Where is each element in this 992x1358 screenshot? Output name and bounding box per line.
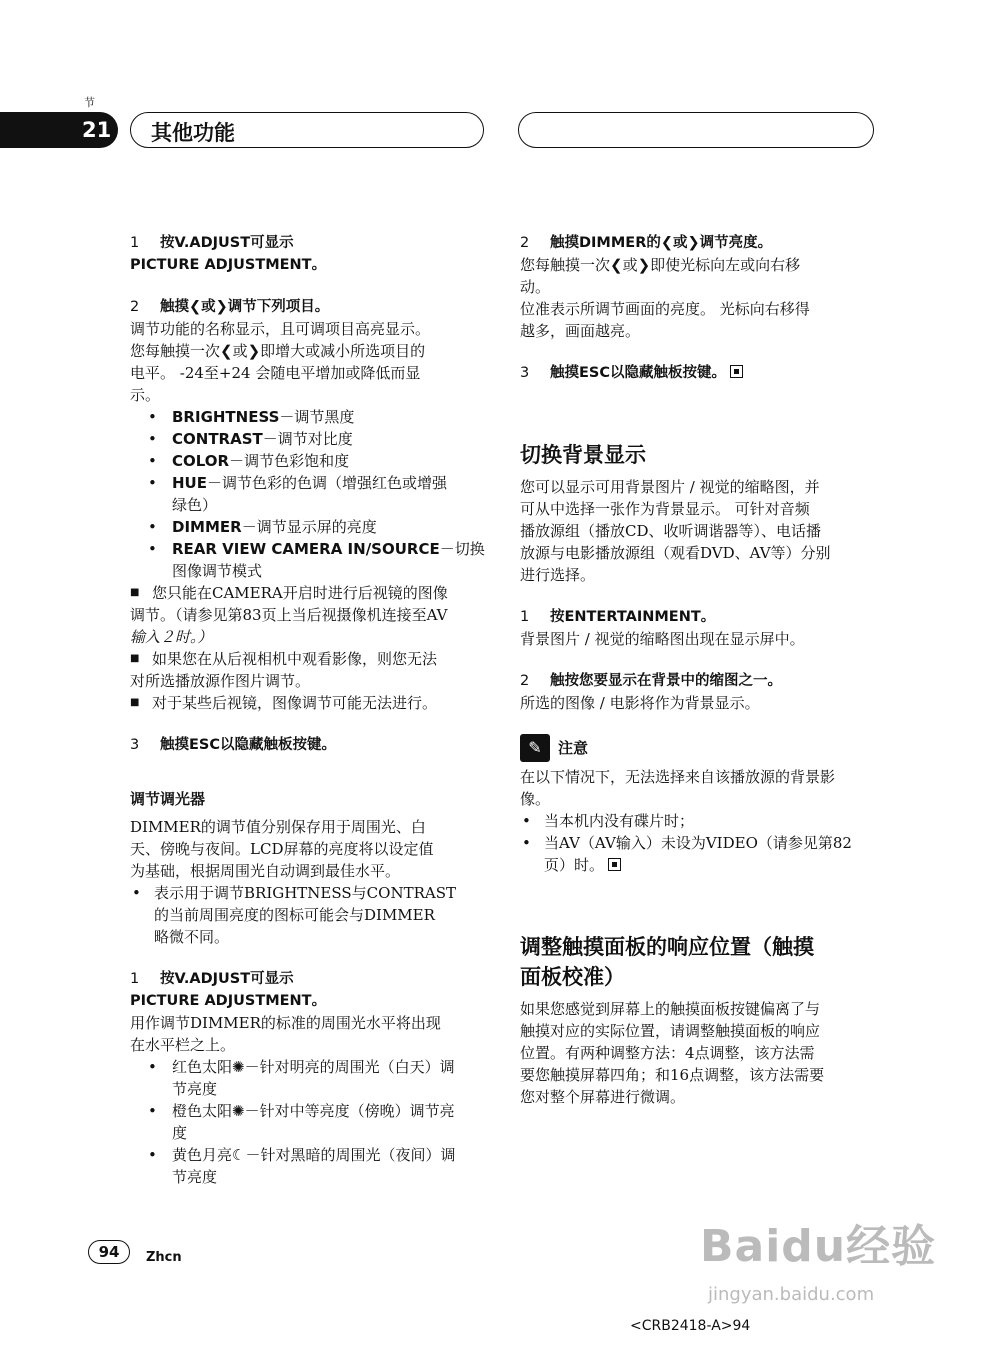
note-line: 输入２时。）: [130, 628, 213, 646]
step-heading: 2 触摸DIMMER的❮或❯调节亮度。: [520, 235, 773, 251]
step-heading: 3 触摸ESC以隐藏触板按键。: [520, 362, 880, 384]
adjust-items-list: [130, 406, 488, 582]
body-line: 位准表示所调节画面的亮度。 光标向右移得: [520, 300, 810, 318]
body-line: 播放源组（播放CD、收听调谐器等）、电话播: [520, 522, 822, 540]
body-line: 放源与电影播放源组（观看DVD、AV等）分别: [520, 544, 831, 562]
list-item: • 当本机内没有碟片时；: [520, 810, 880, 832]
pencil-icon: ✎: [520, 734, 550, 762]
watermark-main: Baidu经验: [700, 1221, 937, 1272]
chapter-tab: [0, 112, 118, 148]
chapter-number: 21: [82, 118, 112, 142]
body-line: 要您触摸屏幕四角；和16点调整，该方法需要: [520, 1066, 825, 1084]
body-line: 背景图片 / 视觉的缩略图出现在显示屏中。: [520, 630, 805, 648]
left-column: [130, 232, 488, 1188]
step-heading: 2 触摸❮或❯调节下列项目。: [130, 299, 330, 315]
watermark: [700, 1210, 937, 1305]
note-line: 对所选播放源作图片调节。: [130, 672, 311, 690]
section-heading-background: 切换背景显示: [520, 443, 646, 467]
note-line: 调节。（请参见第83页上当后视摄像机连接至AV: [130, 606, 448, 624]
section-heading-calibration-cont: 面板校准）: [520, 965, 625, 989]
note-label: 注意: [558, 739, 589, 757]
list-item: • 红色太阳✺－针对明亮的周围光（白天）调 节亮度: [130, 1056, 488, 1100]
list-item: • DIMMER－调节显示屏的亮度: [130, 516, 488, 538]
list-item: • COLOR－调节色彩饱和度: [130, 450, 488, 472]
light-level-list: [130, 1056, 488, 1188]
body-line: 为基础，根据周围光自动调到最佳水平。: [130, 862, 401, 880]
language-code: Zhcn: [146, 1250, 182, 1265]
body-line: 天、傍晚与夜间。LCD屏幕的亮度将以设定值: [130, 840, 434, 858]
step-heading: 3 触摸ESC以隐藏触板按键。: [130, 737, 336, 753]
note-line: ■ 如果您在从后视相机中观看影像，则您无法: [130, 648, 488, 670]
body-line: 在水平栏之上。: [130, 1036, 236, 1054]
body-line: 触摸对应的实际位置，请调整触摸面板的响应: [520, 1022, 821, 1040]
list-item: • REAR VIEW CAMERA IN/SOURCE－切换 图像调节模式: [130, 538, 488, 582]
list-item: • 黄色月亮☾－针对黑暗的周围光（夜间）调 节亮度: [130, 1144, 488, 1188]
body-line: 调节功能的名称显示，且可调项目高亮显示。: [130, 320, 431, 338]
chapter-title-box: [130, 112, 484, 148]
body-line: 可从中选择一张作为背景显示。 可针对音频: [520, 500, 810, 518]
body-line: 您每触摸一次❮或❯即增大或减小所选项目的: [130, 342, 426, 360]
body-line: 您每触摸一次❮或❯即使光标向左或向右移: [520, 256, 801, 274]
body-line: 位置。有两种调整方法：4点调整，该方法需: [520, 1044, 815, 1062]
header-empty-box: [518, 112, 874, 148]
body-line: 您可以显示可用背景图片 / 视觉的缩略图，并: [520, 478, 820, 496]
body-line: 用作调节DIMMER的标准的周围光水平将出现: [130, 1014, 441, 1032]
step-heading-cont: PICTURE ADJUSTMENT。: [130, 993, 327, 1009]
step-heading: 1 按V.ADJUST可显示: [130, 971, 294, 987]
body-line: 如果您感觉到屏幕上的触摸面板按键偏离了与: [520, 1000, 821, 1018]
list-item: • CONTRAST－调节对比度: [130, 428, 488, 450]
section-heading-dimmer: 调节调光器: [130, 790, 206, 808]
body-line: 进行选择。: [520, 566, 596, 584]
body-line: 所选的图像 / 电影将作为背景显示。: [520, 694, 760, 712]
end-mark-icon: [730, 365, 743, 378]
list-item: • BRIGHTNESS－调节黑度: [130, 406, 488, 428]
right-column: [520, 232, 880, 1108]
step-heading: 2 触按您要显示在背景中的缩图之一。: [520, 673, 782, 689]
note-line: ■ 对于某些后视镜，图像调节可能无法进行。: [130, 692, 488, 714]
list-item: • 当AV（AV输入）未设为VIDEO（请参见第82 页）时。: [520, 832, 880, 876]
body-line: 电平。 -24至+24 会随电平增加或降低而显: [130, 364, 421, 382]
watermark-url: jingyan.baidu.com: [708, 1284, 875, 1305]
body-line: 您对整个屏幕进行微调。: [520, 1088, 686, 1106]
chapter-title: 其他功能: [151, 121, 235, 145]
body-line: 越多，画面越亮。: [520, 322, 641, 340]
body-line: 像。: [520, 790, 551, 808]
body-line: 在以下情况下，无法选择来自该播放源的背景影: [520, 768, 836, 786]
note-header: [520, 734, 880, 762]
body-line: DIMMER的调节值分别保存用于周围光、白: [130, 818, 426, 836]
step-heading: 1 按ENTERTAINMENT。: [520, 609, 716, 625]
list-item: • 橙色太阳✺－针对中等亮度（傍晚）调节亮 度: [130, 1100, 488, 1144]
note-line: ■ 您只能在CAMERA开启时进行后视镜的图像: [130, 582, 488, 604]
section-heading-calibration: 调整触摸面板的响应位置（触摸: [520, 935, 814, 959]
end-mark-icon: [608, 858, 621, 871]
list-item: • 表示用于调节BRIGHTNESS与CONTRAST 的当前周围亮度的图标可能会与DIMMER 略微不同。: [130, 882, 488, 948]
body-line: 动。: [520, 278, 551, 296]
note-list: [520, 810, 880, 876]
page-number: 94: [88, 1240, 130, 1264]
list-item: • HUE－调节色彩的色调（增强红色或增强 绿色）: [130, 472, 488, 516]
step-heading-cont: PICTURE ADJUSTMENT。: [130, 257, 327, 273]
dimmer-bullet-list: [130, 882, 488, 948]
document-code: <CRB2418-A>94: [630, 1318, 751, 1334]
section-label: 节: [84, 96, 95, 109]
body-line: 示。: [130, 386, 161, 404]
step-heading: 1 按V.ADJUST可显示: [130, 235, 294, 251]
